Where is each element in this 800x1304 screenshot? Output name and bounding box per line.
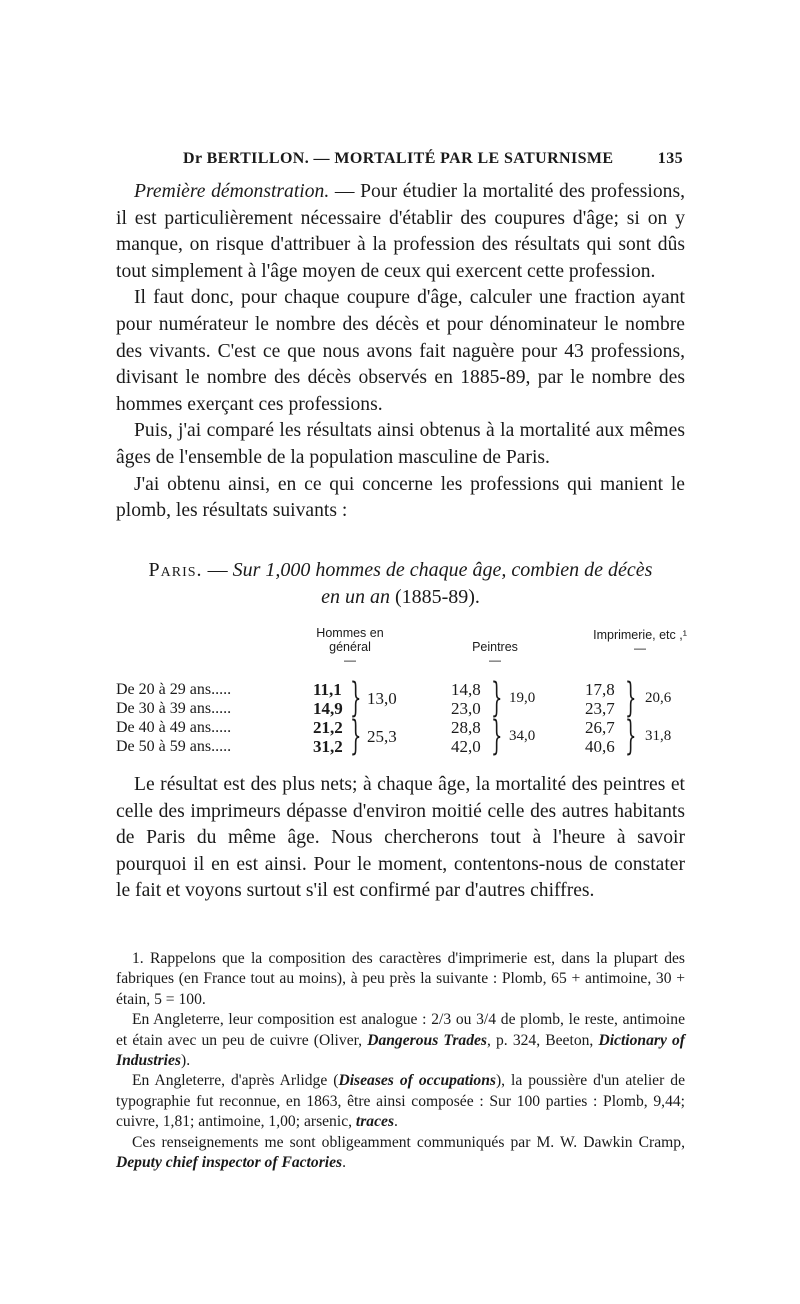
cell-peintres: 42,0 <box>451 737 481 756</box>
col-header-imprimerie: Imprimerie, etc ,¹ — <box>593 628 687 655</box>
group-peintres: 34,0 <box>509 728 536 744</box>
cell-general: 21,2 <box>313 718 343 737</box>
row-label: De 20 à 29 ans..... <box>116 681 232 698</box>
col-header-general: Hommes en général — <box>316 626 384 667</box>
row-label: De 40 à 49 ans..... <box>116 719 232 736</box>
caption-italic-1: Sur 1,000 hommes de chaque âge, combien de décès <box>232 559 653 581</box>
paragraph-4: J'ai obtenu ainsi, en ce qui concerne les professions qui manient le plomb, les résultats suivants : <box>116 473 685 522</box>
group-imprimerie: 20,6 <box>645 690 672 706</box>
brace: } <box>625 675 637 721</box>
group-general: 25,3 <box>367 727 397 746</box>
cell-general: 31,2 <box>313 737 343 756</box>
footnote-1d-text-end: . <box>342 1154 346 1172</box>
footnote-1b-text: En Angleterre, leur composition est analogue : 2/3 ou 3/4 de plomb, le reste, antimoine et étain avec un peu de cuivre (Oliver, <box>116 1011 685 1049</box>
body-text-lower <box>116 772 685 905</box>
brace: } <box>350 713 362 759</box>
footnote-1d-text: Ces renseignements me sont obligeamment communiqués par M. W. Dawkin Cramp, <box>132 1133 685 1151</box>
table-caption <box>116 557 685 611</box>
cell-general: 14,9 <box>313 699 343 718</box>
cell-imprimerie: 26,7 <box>585 718 615 737</box>
group-general: 13,0 <box>367 689 397 708</box>
footnote-1d <box>116 1133 685 1174</box>
caption-italic-2: en un an <box>321 586 390 608</box>
footnote-1b-text-mid: , p. 324, Beeton, <box>486 1031 599 1049</box>
cell-peintres: 23,0 <box>451 699 481 718</box>
cell-general: 11,1 <box>313 680 342 699</box>
group-peintres: 19,0 <box>509 690 536 706</box>
paragraph-3: Puis, j'ai comparé les résultats ainsi obtenus à la mortalité aux mêmes âges de l'ensemble de la population masculine de Paris. <box>116 420 685 468</box>
footnotes <box>116 949 685 1173</box>
paragraph-1-lead: Première démonstration. <box>134 181 330 202</box>
row-label: De 50 à 59 ans..... <box>116 738 232 755</box>
paragraph-2: Il faut donc, pour chaque coupure d'âge, calculer une fraction ayant pour numérateur le nombre des décès et pour dénominateur le nombre des vivants. C'est ce que nous avons fait naguère pour 43 professions, divisant le nombre des décès observés en 1885-89, par le nombre des hommes exerçant ces professions. <box>116 287 685 415</box>
caption-city: Paris. <box>148 559 203 581</box>
caption-years: (1885-89). <box>389 586 480 608</box>
brace: } <box>491 713 503 759</box>
col-header-general-text: Hommes en général <box>316 626 384 654</box>
row-label: De 30 à 39 ans..... <box>116 700 232 717</box>
paragraph-1 <box>116 179 685 285</box>
footnote-1b <box>116 1010 685 1071</box>
running-head <box>183 150 683 168</box>
table-caption-line-1 <box>116 557 685 584</box>
paragraph-5: Le résultat est des plus nets; à chaque âge, la mortalité des peintres et celle des imprimeurs dépasse d'environ moitié celle des autres habitants de Paris du même âge. Nous chercherons tout à l'heure à savoir pourquoi il en est ainsi. Pour le moment, contentons-nous de constater le fait et voyons surtout s'il est confirmé par d'autres chiffres. <box>116 774 685 902</box>
running-title: Dr BERTILLON. — MORTALITÉ PAR LE SATURNISME <box>183 150 614 167</box>
group-imprimerie: 31,8 <box>645 728 672 744</box>
footnote-1b-text-end: ). <box>181 1052 191 1070</box>
footnote-1d-title: Deputy chief inspector of Factories <box>116 1154 343 1172</box>
brace: } <box>350 675 362 721</box>
footnote-1c-text-end: . <box>394 1113 398 1131</box>
table-caption-line-2 <box>116 584 685 611</box>
cell-imprimerie: 40,6 <box>585 737 615 756</box>
paragraph-1-rest: — Pour étudier la mortalité des professions, il est particulièrement nécessaire d'établir des coupures d'âge; si on y manque, on risque d'attribuer à la profession des résultats qui sont dûs tout simplement à l'âge moyen de ceux qui exercent cette profession. <box>116 181 685 282</box>
footnote-1a: 1. Rappelons que la composition des caractères d'imprimerie est, dans la plupart des fabriques (en France tout au moins), à peu près la suivante : Plomb, 65 + antimoine, 30 + étain, 5 = 100. <box>116 950 685 1008</box>
cell-peintres: 28,8 <box>451 718 481 737</box>
footnote-1b-title-1: Dangerous Trades <box>367 1031 487 1049</box>
cell-peintres: 14,8 <box>451 680 481 699</box>
footnote-1c-text-mid: ), la poussière d'un atelier de typographie fut reconnue, en 1863, être ainsi composée : Sur 100 parties : Plomb, 9,44; cuivre, 1,81; antimoine, 1,00; arsenic, <box>116 1072 685 1131</box>
col-header-imprimerie-text: Imprimerie, etc ,¹ <box>593 628 687 642</box>
brace: } <box>625 713 637 759</box>
body-text-upper <box>116 179 685 525</box>
footnote-1c <box>116 1071 685 1132</box>
cell-imprimerie: 23,7 <box>585 699 615 718</box>
footnote-1b-title-2: Dictionary of Industries <box>116 1031 685 1070</box>
footnote-1c-title: Diseases of occupations <box>338 1072 496 1090</box>
caption-dash: — <box>202 559 233 581</box>
footnote-1c-traces: traces <box>355 1113 395 1131</box>
col-header-peintres: Peintres — <box>472 640 518 667</box>
col-header-peintres-text: Peintres <box>472 640 518 654</box>
brace: } <box>491 675 503 721</box>
page-number: 135 <box>657 150 683 167</box>
cell-imprimerie: 17,8 <box>585 680 615 699</box>
footnote-1c-text: En Angleterre, d'après Arlidge ( <box>132 1072 339 1090</box>
